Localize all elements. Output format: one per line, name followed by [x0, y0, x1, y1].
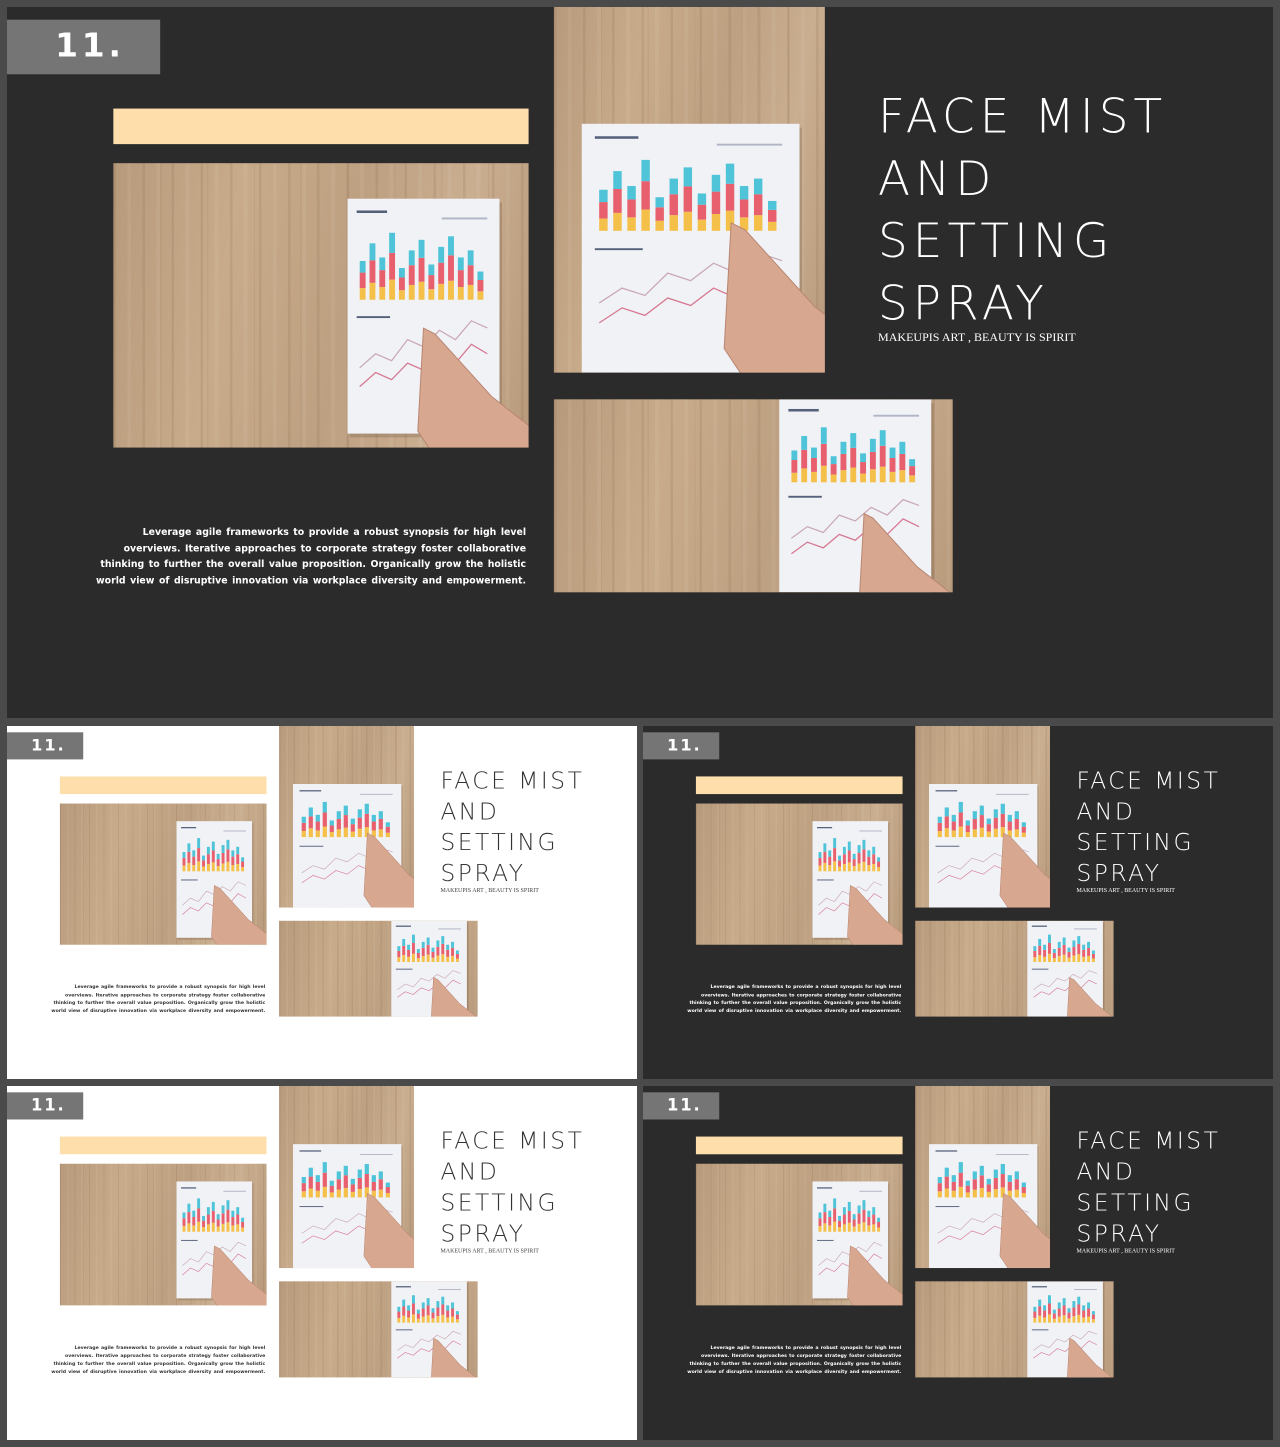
photo-wide — [915, 1281, 1113, 1377]
slide-title — [1076, 765, 1265, 889]
slide-title — [440, 765, 629, 889]
slide-number: 11. — [7, 1092, 83, 1119]
slide-large — [7, 7, 1273, 718]
chart-paper-illustration — [915, 1281, 1113, 1377]
title-line: SETTING — [1076, 828, 1195, 856]
chart-paper-illustration — [279, 1281, 477, 1377]
photo-wide — [915, 921, 1113, 1017]
chart-paper-illustration — [113, 163, 528, 447]
title-line: FACE MIST — [440, 1127, 585, 1155]
slide-thumb-dark[interactable] — [643, 726, 1273, 1079]
chart-paper-illustration — [279, 726, 414, 908]
slide-subtitle: MAKEUPIS ART , BEAUTY IS SPIRIT — [440, 1247, 539, 1255]
photo-tall — [554, 7, 825, 373]
slide-number: 11. — [643, 732, 719, 759]
slide-thumb-light[interactable] — [7, 1086, 637, 1440]
body-paragraph: Leverage agile frameworks to provide a robust synopsis for high level overviews. Iterative approaches to corporate strategy foster collaborative thinking to further the overall value proposition. Organically grow the holistic world view of disruptive innovation via workplace diversity and empowerment. — [51, 1344, 266, 1374]
title-line: SETTING — [878, 213, 1115, 269]
title-line: FACE MIST — [440, 766, 585, 795]
accent-bar — [60, 1137, 267, 1155]
title-line: SETTING — [440, 1189, 559, 1217]
slide-thumb-light[interactable] — [7, 726, 637, 1079]
photo-wide — [279, 1281, 477, 1377]
body-paragraph: Leverage agile frameworks to provide a robust synopsis for high level overviews. Iterative approaches to corporate strategy foster collaborative thinking to further the overall value proposition. Organically grow the holistic world view of disruptive innovation via workplace diversity and empowerment. — [687, 983, 902, 1014]
title-line: SPRAY — [1076, 859, 1162, 887]
title-line: SPRAY — [440, 1220, 526, 1248]
title-line: AND — [1076, 1158, 1136, 1186]
slide-subtitle: MAKEUPIS ART , BEAUTY IS SPIRIT — [440, 887, 539, 894]
chart-paper-illustration — [915, 726, 1050, 908]
photo-wide — [279, 921, 477, 1017]
title-line: SPRAY — [1076, 1220, 1162, 1248]
photo-main — [696, 804, 903, 945]
chart-paper-illustration — [279, 921, 477, 1017]
chart-paper-illustration — [554, 399, 953, 592]
chart-paper-illustration — [696, 804, 903, 945]
photo-main — [696, 1164, 903, 1306]
photo-tall — [279, 726, 414, 908]
chart-paper-illustration — [279, 1086, 414, 1268]
chart-paper-illustration — [60, 804, 267, 945]
photo-main — [60, 804, 267, 945]
slide-number: 11. — [643, 1092, 719, 1119]
slide-content — [7, 1086, 637, 1440]
slide-subtitle: MAKEUPIS ART , BEAUTY IS SPIRIT — [1076, 1247, 1175, 1255]
body-paragraph: Leverage agile frameworks to provide a robust synopsis for high level overviews. Iterative approaches to corporate strategy foster collaborative thinking to further the overall value proposition. Organically grow the holistic world view of disruptive innovation via workplace diversity and empowerment. — [51, 983, 266, 1014]
photo-main — [60, 1164, 267, 1306]
slide-thumb-dark[interactable] — [643, 1086, 1273, 1440]
photo-tall — [915, 1086, 1050, 1268]
body-paragraph: Leverage agile frameworks to provide a robust synopsis for high level overviews. Iterative approaches to corporate strategy foster collaborative thinking to further the overall value proposition. Organically grow the holistic world view of disruptive innovation via workplace diversity and empowerment. — [687, 1344, 902, 1374]
title-line: SETTING — [440, 828, 559, 856]
slide-content — [7, 726, 637, 1079]
photo-tall — [279, 1086, 414, 1268]
accent-bar — [696, 1137, 903, 1155]
title-line: FACE MIST — [878, 89, 1168, 145]
chart-paper-illustration — [915, 921, 1113, 1017]
title-line: AND — [440, 797, 500, 825]
slide-subtitle: MAKEUPIS ART , BEAUTY IS SPIRIT — [878, 332, 1076, 345]
slide-content — [7, 7, 1273, 718]
chart-paper-illustration — [696, 1164, 903, 1306]
chart-paper-illustration — [60, 1164, 267, 1306]
chart-paper-illustration — [915, 1086, 1050, 1268]
slide-content — [643, 1086, 1273, 1440]
title-line: SETTING — [1076, 1189, 1195, 1217]
slide-title — [878, 86, 1258, 335]
title-line: FACE MIST — [1076, 1127, 1221, 1155]
title-line: FACE MIST — [1076, 766, 1221, 795]
photo-wide — [554, 399, 953, 592]
title-line: AND — [878, 151, 997, 207]
accent-bar — [113, 109, 528, 145]
slide-title — [1076, 1125, 1265, 1249]
slide-content — [643, 726, 1273, 1079]
slide-number: 11. — [7, 20, 160, 75]
photo-tall — [915, 726, 1050, 908]
title-line: AND — [1076, 797, 1136, 825]
accent-bar — [696, 776, 903, 794]
photo-main — [113, 163, 528, 447]
slide-number: 11. — [7, 732, 83, 759]
slide-subtitle: MAKEUPIS ART , BEAUTY IS SPIRIT — [1076, 887, 1175, 894]
title-line: SPRAY — [878, 276, 1049, 331]
title-line: SPRAY — [440, 859, 526, 887]
slide-title — [440, 1125, 629, 1249]
title-line: AND — [440, 1158, 500, 1186]
accent-bar — [60, 776, 267, 794]
chart-paper-illustration — [554, 7, 825, 373]
body-paragraph: Leverage agile frameworks to provide a robust synopsis for high level overviews. Iterative approaches to corporate strategy foster collaborative thinking to further the overall value proposition. Organically grow the holistic world view of disruptive innovation via workplace diversity and empowerment. — [96, 526, 527, 586]
